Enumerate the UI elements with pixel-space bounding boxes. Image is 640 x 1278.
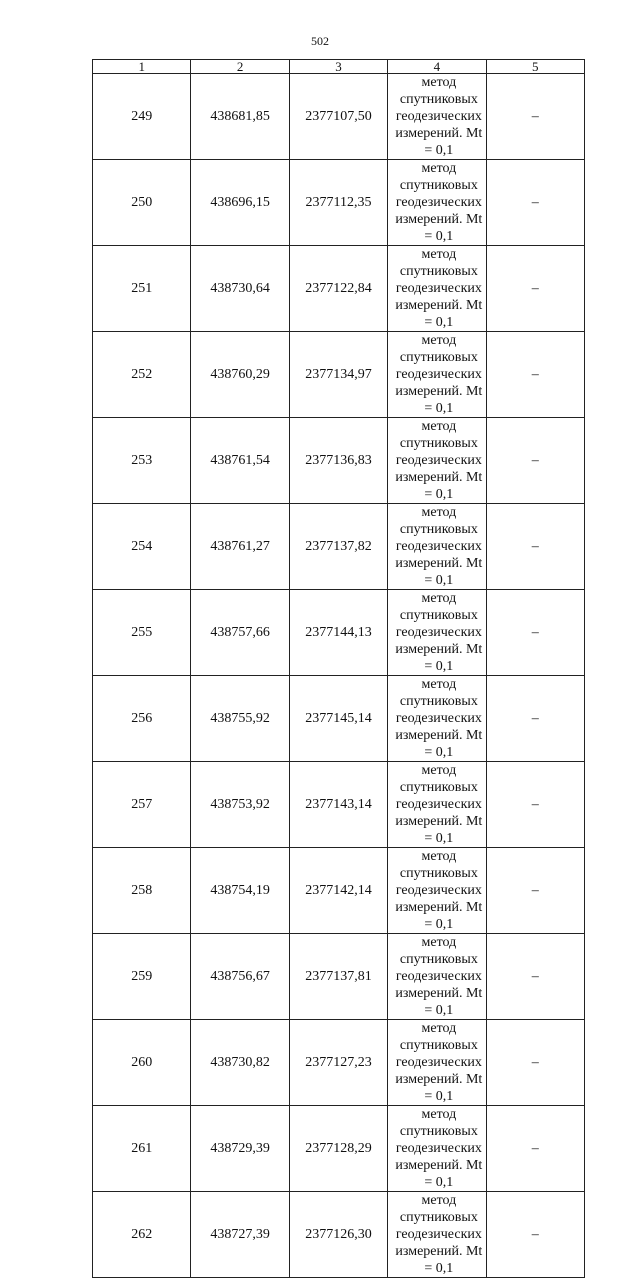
header-col-5: 5 [486, 60, 584, 74]
header-col-4: 4 [388, 60, 486, 74]
method-line: геодезических [395, 797, 482, 812]
method-line: метод спутниковых [399, 505, 478, 537]
y-coordinate-cell: 2377122,84 [289, 246, 387, 332]
y-coordinate-cell: 2377144,13 [289, 590, 387, 676]
x-coordinate-cell: 438757,66 [191, 590, 289, 676]
method-line: измерений. Mt = 0,1 [395, 470, 483, 502]
x-coordinate-cell: 438696,15 [191, 160, 289, 246]
point-number-cell: 252 [93, 332, 191, 418]
point-number-cell: 255 [93, 590, 191, 676]
method-line: метод спутниковых [399, 75, 478, 107]
note-cell: – [486, 848, 584, 934]
method-cell [388, 504, 486, 590]
method-line: метод спутниковых [399, 1107, 478, 1139]
note-cell: – [486, 762, 584, 848]
method-line: измерений. Mt = 0,1 [395, 1244, 483, 1276]
method-line: геодезических [395, 883, 482, 898]
table-row [93, 848, 585, 934]
method-line: измерений. Mt = 0,1 [395, 814, 483, 846]
table-row [93, 1106, 585, 1192]
y-coordinate-cell: 2377112,35 [289, 160, 387, 246]
note-cell: – [486, 676, 584, 762]
point-number-cell: 250 [93, 160, 191, 246]
method-line: геодезических [395, 711, 482, 726]
method-line: метод спутниковых [399, 591, 478, 623]
page-number: 502 [311, 34, 329, 48]
point-number-cell: 256 [93, 676, 191, 762]
x-coordinate-cell: 438761,27 [191, 504, 289, 590]
y-coordinate-cell: 2377128,29 [289, 1106, 387, 1192]
y-coordinate-cell: 2377107,50 [289, 74, 387, 160]
method-cell [388, 74, 486, 160]
method-line: геодезических [395, 281, 482, 296]
method-line: геодезических [395, 539, 482, 554]
note-cell: – [486, 1106, 584, 1192]
x-coordinate-cell: 438755,92 [191, 676, 289, 762]
method-cell [388, 332, 486, 418]
method-line: геодезических [395, 1141, 482, 1156]
point-number-cell: 260 [93, 1020, 191, 1106]
coordinates-table [92, 59, 585, 1278]
y-coordinate-cell: 2377145,14 [289, 676, 387, 762]
note-cell: – [486, 332, 584, 418]
method-line: метод спутниковых [399, 677, 478, 709]
y-coordinate-cell: 2377142,14 [289, 848, 387, 934]
x-coordinate-cell: 438754,19 [191, 848, 289, 934]
note-cell: – [486, 418, 584, 504]
method-line: метод спутниковых [399, 1193, 478, 1225]
x-coordinate-cell: 438727,39 [191, 1192, 289, 1278]
method-line: геодезических [395, 367, 482, 382]
method-line: метод спутниковых [399, 161, 478, 193]
x-coordinate-cell: 438729,39 [191, 1106, 289, 1192]
y-coordinate-cell: 2377137,82 [289, 504, 387, 590]
note-cell: – [486, 934, 584, 1020]
note-cell: – [486, 246, 584, 332]
note-cell: – [486, 504, 584, 590]
method-cell [388, 676, 486, 762]
method-cell [388, 160, 486, 246]
point-number-cell: 258 [93, 848, 191, 934]
method-cell [388, 590, 486, 676]
y-coordinate-cell: 2377127,23 [289, 1020, 387, 1106]
method-line: геодезических [395, 969, 482, 984]
method-line: измерений. Mt = 0,1 [395, 728, 483, 760]
table-row [93, 160, 585, 246]
x-coordinate-cell: 438756,67 [191, 934, 289, 1020]
method-line: метод спутниковых [399, 849, 478, 881]
y-coordinate-cell: 2377126,30 [289, 1192, 387, 1278]
table-row [93, 332, 585, 418]
x-coordinate-cell: 438730,64 [191, 246, 289, 332]
method-cell [388, 1192, 486, 1278]
method-line: измерений. Mt = 0,1 [395, 1158, 483, 1190]
x-coordinate-cell: 438681,85 [191, 74, 289, 160]
table-header [93, 60, 585, 74]
method-cell [388, 762, 486, 848]
header-col-2: 2 [191, 60, 289, 74]
x-coordinate-cell: 438753,92 [191, 762, 289, 848]
note-cell: – [486, 74, 584, 160]
table-row [93, 590, 585, 676]
table-row [93, 246, 585, 332]
y-coordinate-cell: 2377136,83 [289, 418, 387, 504]
method-line: геодезических [395, 195, 482, 210]
table-row [93, 74, 585, 160]
table-body [93, 74, 585, 1278]
method-cell [388, 418, 486, 504]
method-line: измерений. Mt = 0,1 [395, 212, 483, 244]
method-line: геодезических [395, 109, 482, 124]
method-line: измерений. Mt = 0,1 [395, 556, 483, 588]
method-cell [388, 848, 486, 934]
x-coordinate-cell: 438760,29 [191, 332, 289, 418]
point-number-cell: 254 [93, 504, 191, 590]
method-line: геодезических [395, 1227, 482, 1242]
point-number-cell: 259 [93, 934, 191, 1020]
x-coordinate-cell: 438730,82 [191, 1020, 289, 1106]
method-line: метод спутниковых [399, 935, 478, 967]
table-row [93, 762, 585, 848]
method-line: геодезических [395, 453, 482, 468]
method-cell [388, 1020, 486, 1106]
point-number-cell: 262 [93, 1192, 191, 1278]
method-line: метод спутниковых [399, 247, 478, 279]
note-cell: – [486, 1020, 584, 1106]
point-number-cell: 257 [93, 762, 191, 848]
note-cell: – [486, 590, 584, 676]
point-number-cell: 251 [93, 246, 191, 332]
table-row [93, 504, 585, 590]
table-row [93, 1020, 585, 1106]
y-coordinate-cell: 2377137,81 [289, 934, 387, 1020]
table-row [93, 1192, 585, 1278]
method-line: метод спутниковых [399, 419, 478, 451]
point-number-cell: 253 [93, 418, 191, 504]
method-line: измерений. Mt = 0,1 [395, 384, 483, 416]
x-coordinate-cell: 438761,54 [191, 418, 289, 504]
method-line: измерений. Mt = 0,1 [395, 642, 483, 674]
method-line: геодезических [395, 1055, 482, 1070]
table-row [93, 676, 585, 762]
method-cell [388, 246, 486, 332]
method-line: измерений. Mt = 0,1 [395, 986, 483, 1018]
method-line: измерений. Mt = 0,1 [395, 900, 483, 932]
y-coordinate-cell: 2377143,14 [289, 762, 387, 848]
method-line: метод спутниковых [399, 1021, 478, 1053]
method-line: геодезических [395, 625, 482, 640]
method-line: метод спутниковых [399, 333, 478, 365]
header-col-1: 1 [93, 60, 191, 74]
table-row [93, 934, 585, 1020]
note-cell: – [486, 160, 584, 246]
point-number-cell: 249 [93, 74, 191, 160]
method-line: измерений. Mt = 0,1 [395, 1072, 483, 1104]
header-row [93, 60, 585, 74]
method-cell [388, 1106, 486, 1192]
method-line: измерений. Mt = 0,1 [395, 298, 483, 330]
table-row [93, 418, 585, 504]
point-number-cell: 261 [93, 1106, 191, 1192]
header-col-3: 3 [289, 60, 387, 74]
method-cell [388, 934, 486, 1020]
note-cell: – [486, 1192, 584, 1278]
y-coordinate-cell: 2377134,97 [289, 332, 387, 418]
method-line: измерений. Mt = 0,1 [395, 126, 483, 158]
method-line: метод спутниковых [399, 763, 478, 795]
